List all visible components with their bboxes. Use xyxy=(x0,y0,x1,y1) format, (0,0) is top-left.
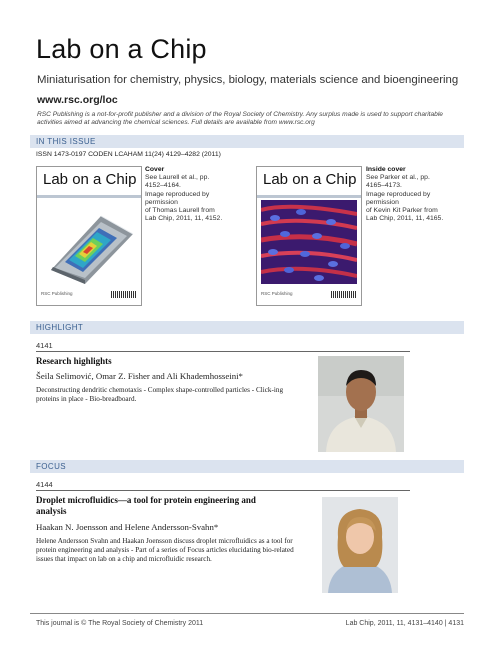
article-title-line: analysis xyxy=(36,506,67,516)
journal-title: Lab on a Chip xyxy=(36,34,207,64)
article-abstract: Deconstructing dendritic chemotaxis - Complex shape-controlled particles - Click-ing proteins in place - Bio-breadboard. xyxy=(36,386,284,403)
cover-strip xyxy=(37,195,141,198)
author-photo-portrait xyxy=(322,497,398,593)
article-title-line: Droplet microfluidics—a tool for protein engineering and xyxy=(36,495,256,505)
caption-line: Image reproduced by permission xyxy=(145,190,210,206)
caption-line: Lab Chip, 2011, 11, 4165. xyxy=(366,215,444,223)
caption-line: Lab Chip, 2011, 11, 4152. xyxy=(145,215,223,223)
barcode-icon xyxy=(331,291,357,298)
cover-publisher: RSC Publishing xyxy=(261,291,293,296)
article-authors: Šeila Selimović, Omar Z. Fisher and Ali Khademhosseini* xyxy=(36,371,243,381)
author-photo-portrait xyxy=(318,356,404,452)
cover-strip xyxy=(257,195,361,198)
journal-subtitle: Miniaturisation for chemistry, physics, biology, materials science and bioengineering xyxy=(37,74,459,86)
divider-rule xyxy=(36,490,410,491)
caption-line: See Laurell et al., pp. 4152–4164. xyxy=(145,174,210,190)
section-bar-in-this-issue: IN THIS ISSUE xyxy=(30,135,464,148)
article-page-number: 4141 xyxy=(36,341,53,350)
cover-caption-2 xyxy=(366,166,450,223)
article-abstract: Helene Andersson Svahn and Haakan Joensson discuss droplet microfluidics as a tool for protein engineering and analysis - Part of a series of Focus articles elucidating bio-related issues that impact on lab on a chip and microfluidic research. xyxy=(36,537,294,563)
cover-title: Lab on a Chip xyxy=(43,171,137,188)
caption-title: Inside cover xyxy=(366,166,406,173)
cover-artwork-chip xyxy=(41,200,137,284)
footer-rule xyxy=(30,613,464,614)
section-bar-highlight: HIGHLIGHT xyxy=(30,321,464,334)
publisher-note: RSC Publishing is a not-for-profit publisher and a division of the Royal Society of Chemistry. Any surplus made is used to support charitable activities aimed at advancing the chemical sciences. Full details are available from www.rsc.org xyxy=(37,111,443,127)
section-bar-focus: FOCUS xyxy=(30,460,464,473)
article-page-number: 4144 xyxy=(36,480,53,489)
article-title[interactable]: Research highlights xyxy=(36,356,112,366)
cover-footer xyxy=(41,289,137,301)
article-authors: Haakan N. Joensson and Helene Andersson-Svahn* xyxy=(36,522,219,532)
cover-image-1[interactable] xyxy=(36,166,142,306)
cover-image-2[interactable] xyxy=(256,166,362,306)
caption-title: Cover xyxy=(145,166,165,173)
article-title[interactable] xyxy=(36,495,296,517)
footer-citation: Lab Chip, 2011, 11, 4131–4140 | 4131 xyxy=(345,620,464,627)
issn-line: ISSN 1473-0197 CODEN LCAHAM 11(24) 4129–4282 (2011) xyxy=(36,151,221,158)
caption-line: of Kevin Kit Parker from xyxy=(366,207,438,215)
caption-line: of Thomas Laurell from xyxy=(145,207,215,215)
caption-line: Image reproduced by permission xyxy=(366,190,431,206)
cover-publisher: RSC Publishing xyxy=(41,291,73,296)
cover-artwork-cells xyxy=(261,200,357,284)
divider-rule xyxy=(36,351,410,352)
barcode-icon xyxy=(111,291,137,298)
cover-title: Lab on a Chip xyxy=(263,171,357,188)
caption-line: See Parker et al., pp. 4165–4173. xyxy=(366,174,430,190)
journal-url[interactable]: www.rsc.org/loc xyxy=(37,94,118,106)
cover-caption-1 xyxy=(145,166,229,223)
footer-copyright: This journal is © The Royal Society of Chemistry 2011 xyxy=(36,620,204,627)
cover-footer xyxy=(261,289,357,301)
